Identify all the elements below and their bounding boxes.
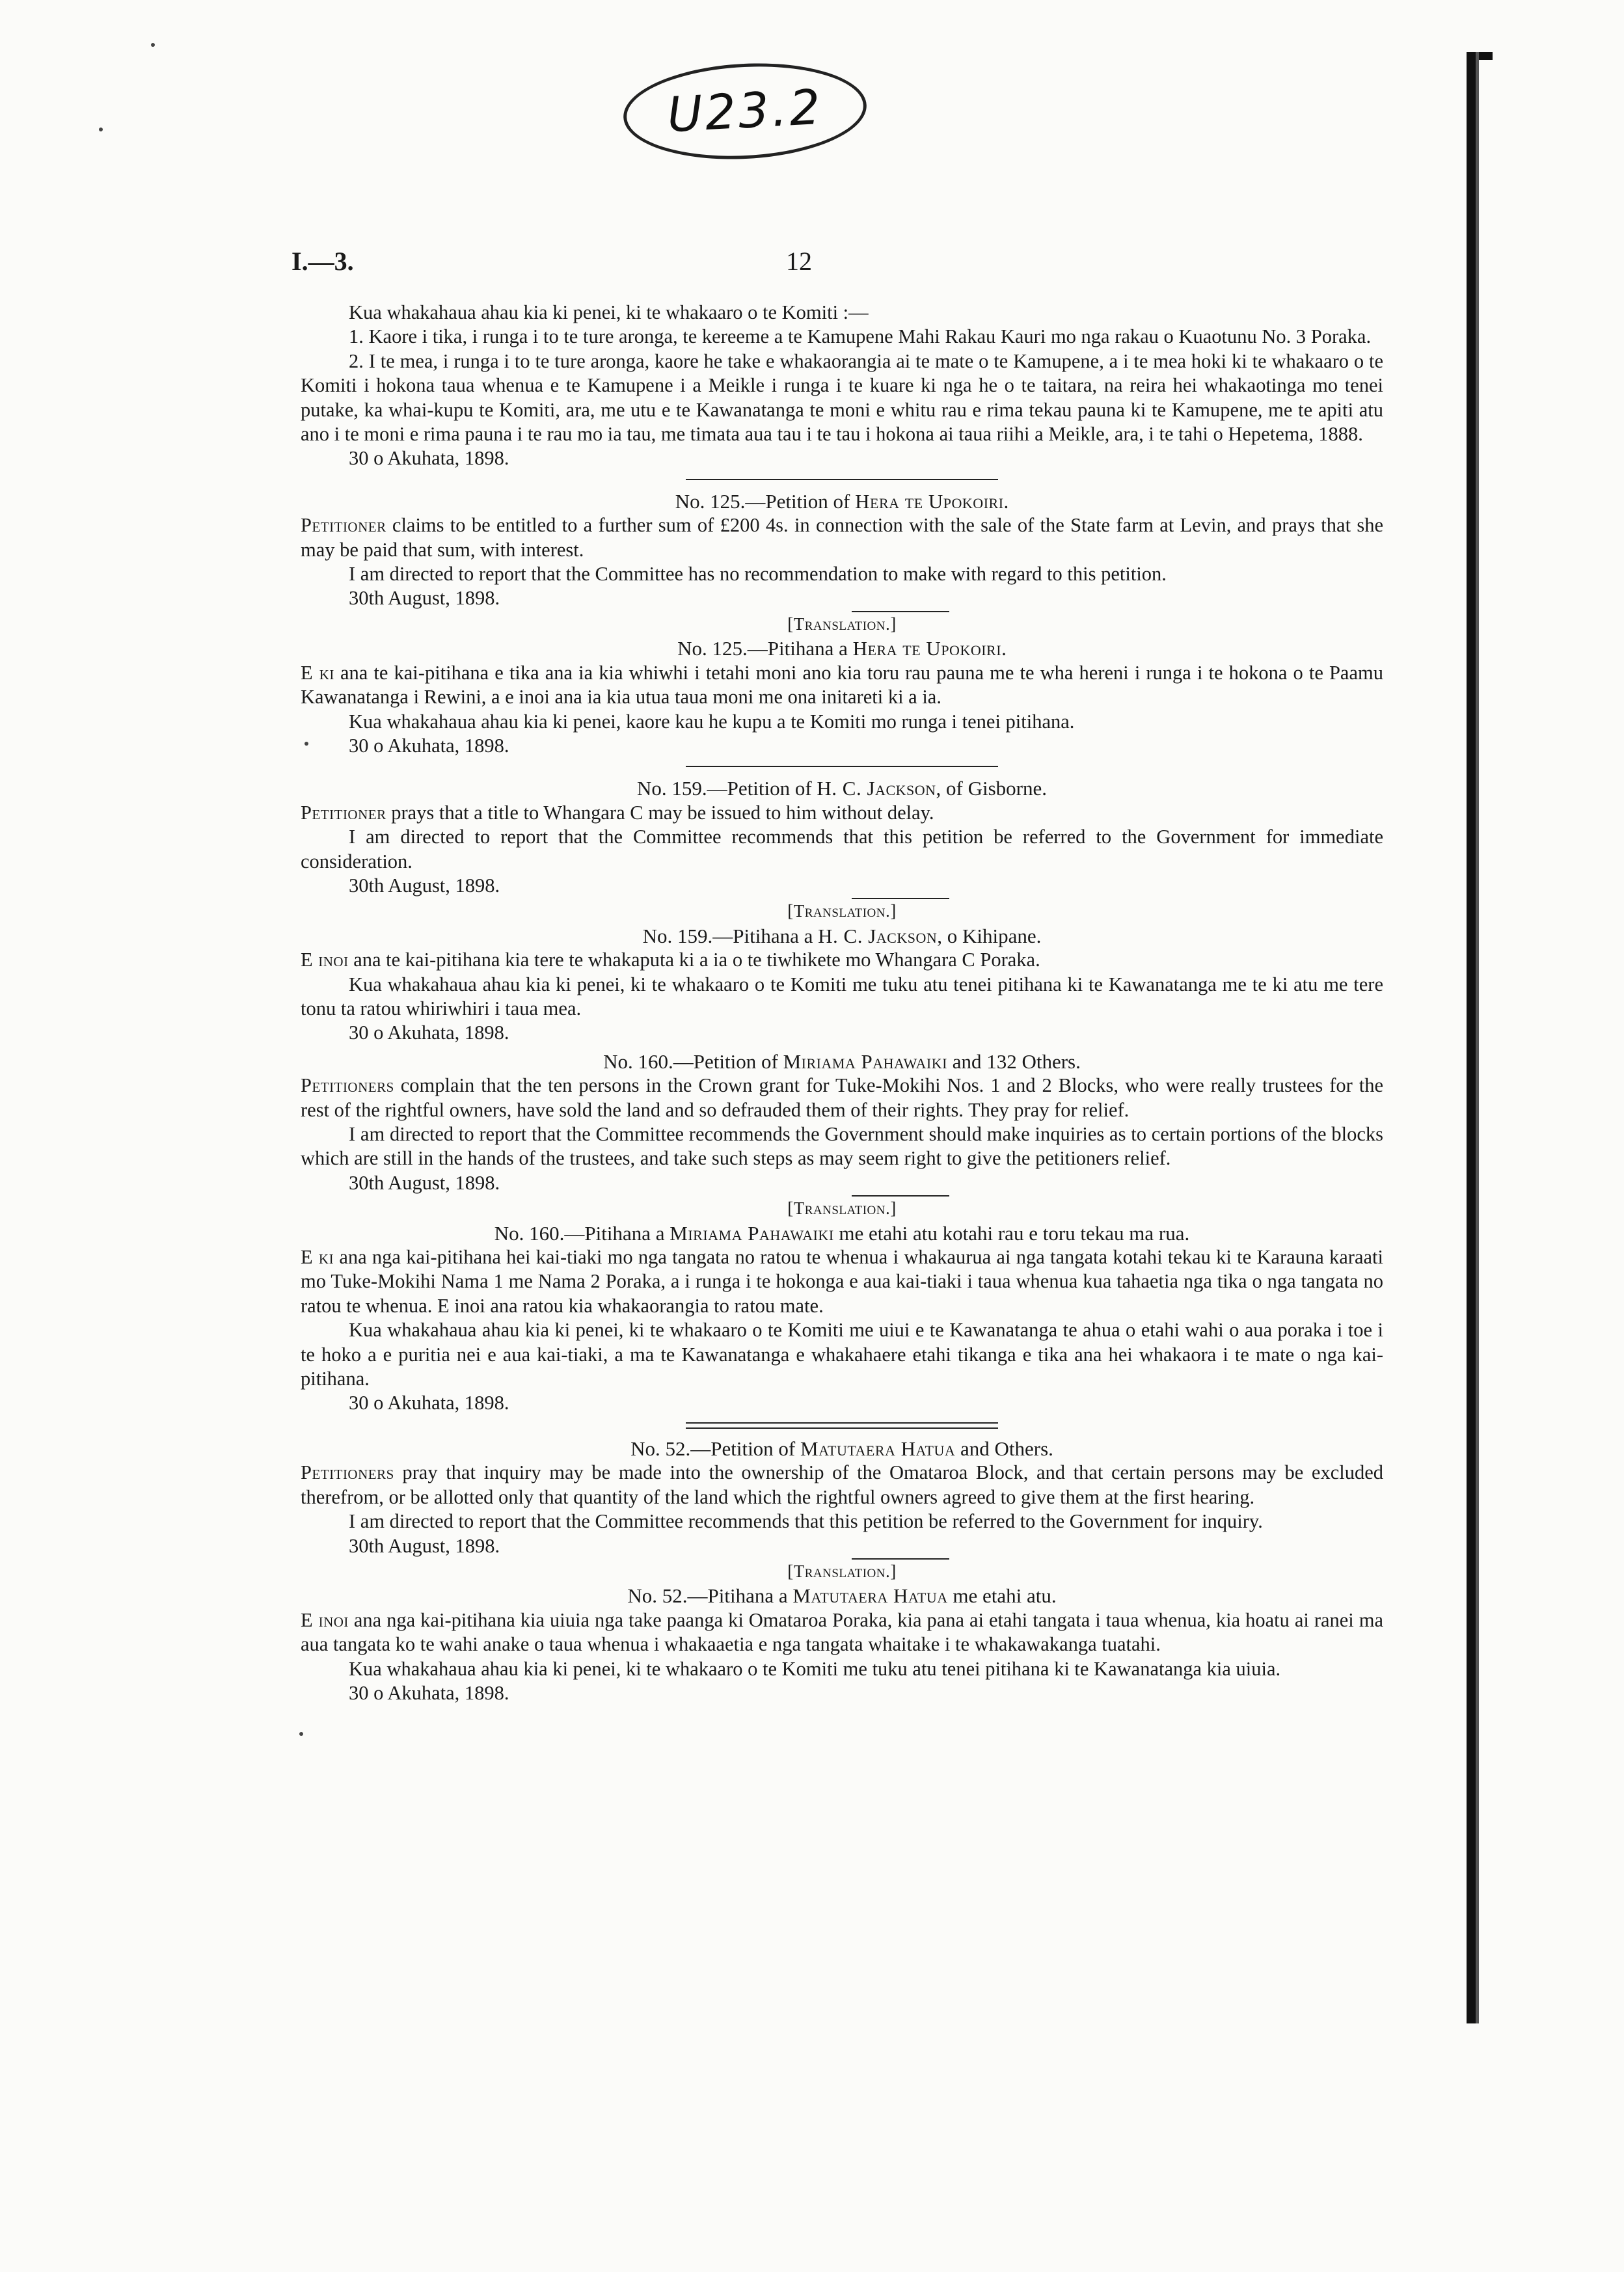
translation-report: Kua whakahaua ahau kia ki penei, ki te whakaaro o te Komiti me tuku atu tenei pitihana ki te Kawanatanga kia uiuia. — [349, 1657, 1281, 1680]
translation-date: 30 o Akuhata, 1898. — [349, 1681, 509, 1704]
translation-date: 30 o Akuhata, 1898. — [349, 1021, 509, 1044]
intro-item-1: 1. Kaore i tika, i runga i to te ture aronga, te kereeme a te Kamupene Mahi Rakau Kauri mo nga rakau o Kuaotunu No. 3 Poraka. — [349, 325, 1372, 348]
petition-claim: Petitioners complain that the ten persons in the Crown grant for Tuke-Mokihi Nos. 1 and 2 Blocks, who were really trustees for the rest of the rightful owners, have sold the land and so defrauded them of their rights. They pray for relief. — [301, 1074, 1383, 1121]
scan-edge-bar — [1467, 52, 1476, 2023]
translation-claim: E ki ana nga kai-pitihana hei kai-tiaki mo nga tangata no ratou te whenua i whakaurua ai nga tangata kotahi tekau ki te Karauna karaati mo Tuke-Mokihi Nama 1 me Nama 2 Poraka, a i runga i te hokonga e aua kai-tiaki i taua whenua kua tahaetia nga tika o nga tangata no ratou te whenua. E inoi ana ratou kia whakaorangia to ratou mate. — [301, 1246, 1383, 1317]
petition-report: I am directed to report that the Committee has no recommendation to make with regard to this petition. — [349, 563, 1167, 586]
petition-report: I am directed to report that the Committee recommends that this petition be referred to the Government for inquiry. — [349, 1510, 1263, 1533]
petition-date: 30th August, 1898. — [349, 874, 500, 897]
section-divider — [686, 479, 998, 480]
petition-date: 30th August, 1898. — [349, 1534, 500, 1557]
section-divider — [686, 766, 998, 767]
petition-title: No. 159.—Petition of H. C. Jackson, of Gisborne. — [637, 777, 1047, 800]
scan-speck — [99, 128, 103, 131]
translation-title: No. 125.—Pitihana a Hera te Upokoiri. — [677, 637, 1007, 660]
document-code: I.—3. — [291, 247, 354, 276]
petition-section — [301, 479, 1383, 758]
translation-label: [Translation.] — [787, 614, 897, 634]
intro-item-2: 2. I te mea, i runga i to te ture aronga, kaore he take e whakaorangia ai te mate o te Kamupene, a i te mea hoki ki te whakaaro o te Komiti i hokona taua whenua e te Kamupene i a Meikle i runga i te kuare ki nga he o te taitara, na reira hei whakaotinga mo tenei putake, ka whai-kupu te Komiti, ara, me utu e te Kawanatanga te moni e whitu rau e rima tekau pauna ki te Kamupene, me te apiti atu ano i te moni e rima pauna i te rau mo ia tau, me timata aua tau i te tau i hokona ai taua riihi a Meikle, ara, i te tahi o Hepetema, 1888. — [301, 349, 1383, 446]
translation-report: Kua whakahaua ahau kia ki penei, ki te whakaaro o te Komiti me tuku atu tenei pitihana ki te Kawanatanga me te ki atu me tere tonu ta ratou whiriwhiri i taua mea. — [301, 973, 1383, 1020]
translation-title: No. 52.—Pitihana a Matutaera Hatua me etahi atu. — [627, 1584, 1057, 1608]
translation-title: No. 160.—Pitihana a Miriama Pahawaiki me etahi atu kotahi rau e toru tekau ma rua. — [494, 1221, 1190, 1245]
translation-divider — [852, 1195, 949, 1197]
intro-date: 30 o Akuhata, 1898. — [349, 447, 509, 470]
scan-speck — [299, 1732, 303, 1736]
petition-title: No. 160.—Petition of Miriama Pahawaiki and 132 Others. — [603, 1049, 1081, 1073]
translation-claim: E inoi ana nga kai-pitihana kia uiuia nga take paanga ki Omataroa Poraka, kia pana ai etahi tangata i taua whenua, kia hoatu ai ranei ma aua tangata ko te wahi anake o taua whenua i whakaaetia e nga tangata whaitake i te whakawakanga tuatahi. — [301, 1608, 1384, 1656]
petition-report: I am directed to report that the Committee recommends the Government should make inquiries as to certain portions of the blocks which are still in the hands of the trustees, and take such steps as may seem right to give the petitioners relief. — [301, 1123, 1383, 1170]
translation-report: Kua whakahaua ahau kia ki penei, ki te whakaaro o te Komiti me uiui e te Kawanatanga te ahua o etahi wahi o aua poraka i toe i te hoko a e puritia nei e aua kai-tiaki, a ma te Kawanatanga e whakahaere etahi tikanga e tika ana hei whakaora i te mate o nga kai-pitihana. — [301, 1319, 1383, 1390]
petition-section — [301, 766, 1383, 1045]
translation-claim: E ki ana te kai-pitihana e tika ana ia kia whiwhi i tetahi moni ano kia toru rau pauna me te wha hereni i runga i te hokona o te Paamu Kawanatanga i Rewini, a e inoi ana ia kia utua taua moni me ona initareti ki a ia. — [301, 661, 1383, 709]
intro-lead: Kua whakahaua ahau kia ki penei, ki te whakaaro o te Komiti :— — [349, 301, 869, 323]
petition-claim: Petitioners pray that inquiry may be made into the ownership of the Omataroa Block, and that certain persons may be excluded therefrom, or be allotted only that quantity of the land which the rightful owners agreed to give them at the first hearing. — [301, 1461, 1383, 1508]
scan-edge-shadow — [1476, 52, 1479, 2023]
document-body — [301, 301, 1383, 1705]
translation-date: 30 o Akuhata, 1898. — [349, 734, 509, 757]
translation-claim: E inoi ana te kai-pitihana kia tere te whakaputa ki a ia o te tiwhikete mo Whangara C Poraka. — [301, 949, 1040, 971]
petition-report: I am directed to report that the Committee recommends that this petition be referred to the Government for immediate consideration. — [301, 826, 1383, 872]
translation-title: No. 159.—Pitihana a H. C. Jackson, o Kihipane. — [642, 924, 1042, 947]
translation-label: [Translation.] — [787, 1561, 897, 1581]
translation-divider — [852, 898, 949, 899]
section-double-divider — [686, 1422, 998, 1429]
scan-speck — [304, 742, 308, 746]
petition-section — [301, 1422, 1383, 1705]
petition-date: 30th August, 1898. — [349, 1171, 500, 1194]
translation-label: [Translation.] — [787, 1198, 897, 1219]
translation-label: [Translation.] — [787, 901, 897, 921]
petition-title: No. 52.—Petition of Matutaera Hatua and Others. — [630, 1437, 1053, 1460]
scan-speck — [151, 43, 155, 47]
archive-stamp-text: U23.2 — [666, 79, 824, 144]
petition-claim: Petitioner prays that a title to Whangara C may be issued to him without delay. — [301, 801, 934, 824]
petition-claim: Petitioner claims to be entitled to a further sum of £200 4s. in connection with the sale of the State farm at Levin, and prays that she may be paid that sum, with interest. — [301, 514, 1383, 561]
translation-divider — [852, 1558, 949, 1560]
petition-title: No. 125.—Petition of Hera te Upokoiri. — [675, 489, 1009, 513]
translation-report: Kua whakahaua ahau kia ki penei, kaore kau he kupu a te Komiti mo runga i tenei pitihana. — [349, 710, 1075, 733]
translation-divider — [852, 611, 949, 612]
petition-section — [301, 1046, 1383, 1416]
archive-stamp — [621, 57, 869, 165]
petition-date: 30th August, 1898. — [349, 587, 500, 610]
page-number: 12 — [786, 247, 812, 276]
translation-date: 30 o Akuhata, 1898. — [349, 1392, 509, 1414]
